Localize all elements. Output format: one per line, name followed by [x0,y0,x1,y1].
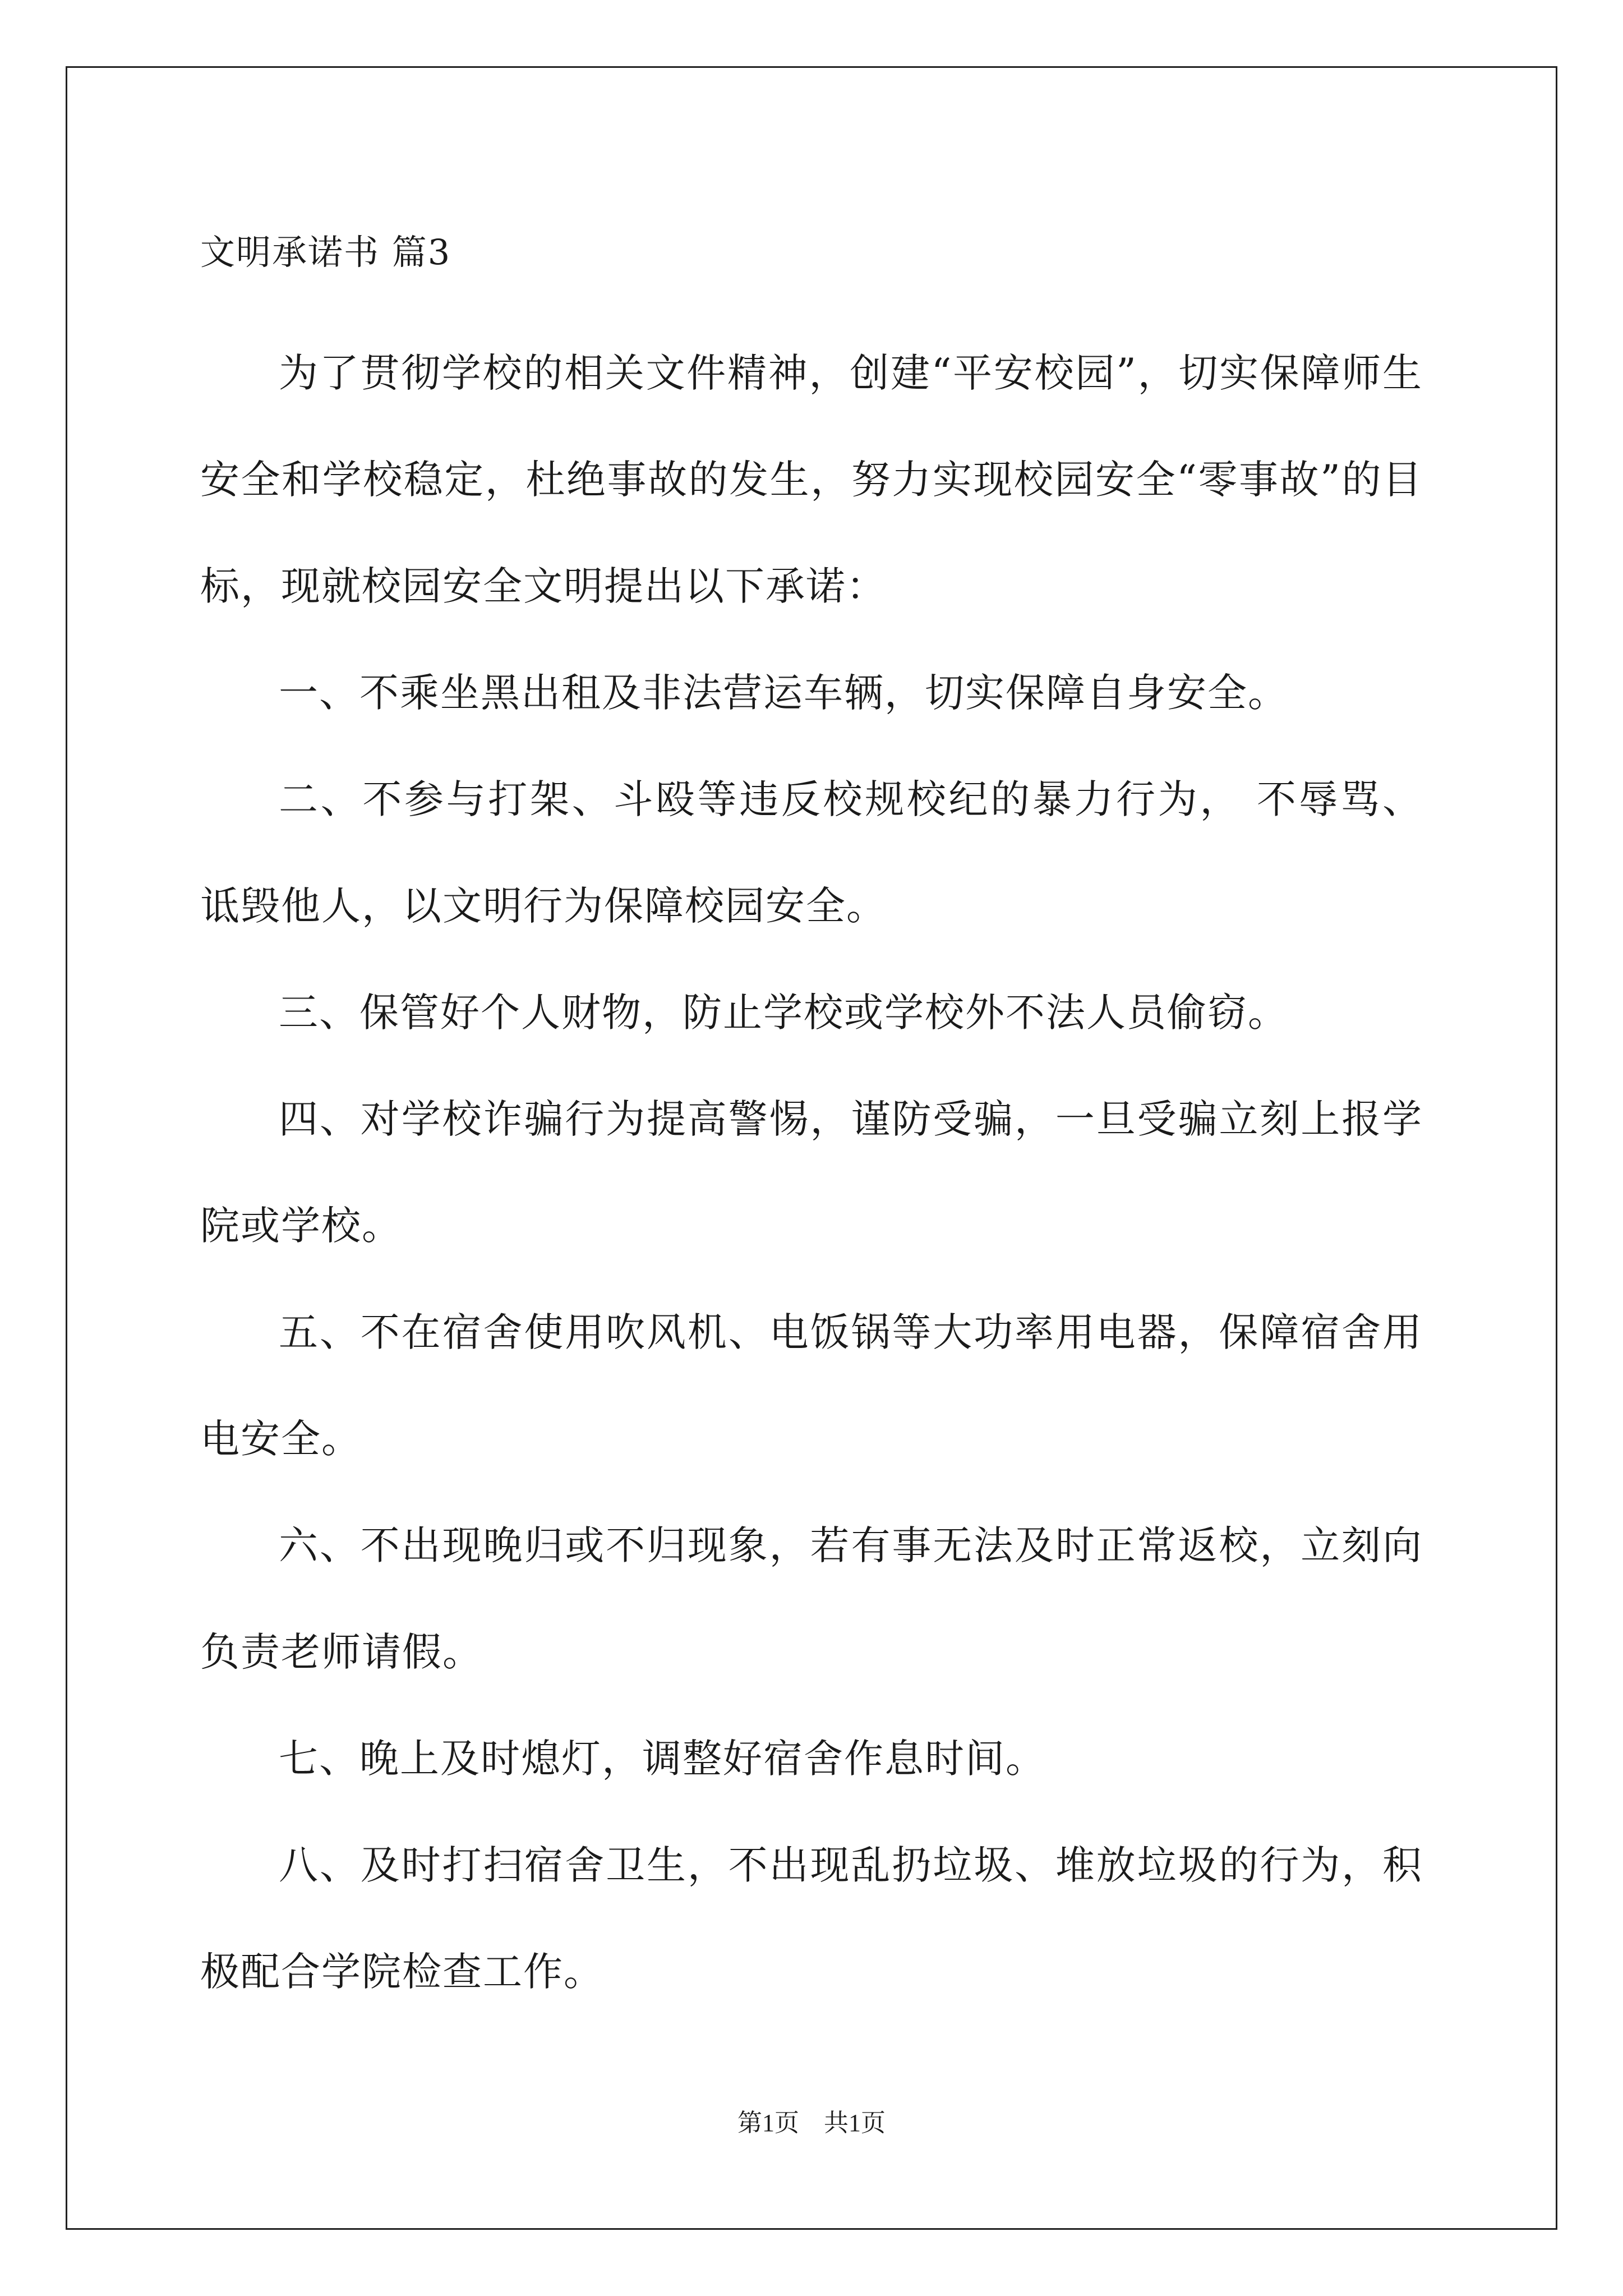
paragraph-item-3: 三、保管好个人财物，防止学校或学校外不法人员偷窃。 [279,990,1288,1036]
paragraph-item-5: 五、不在宿舍使用吹风机、电饭锅等大功率用电器，保障宿舍用电安全。 [200,1309,1423,1462]
document-body [200,213,1423,2025]
paragraph-item-7: 七、晚上及时熄灯，调整好宿舍作息时间。 [279,1736,1046,1782]
paragraph-item-4: 四、对学校诈骗行为提高警惕，谨防受骗，一旦受骗立刻上报学院或学校。 [200,1096,1423,1249]
paragraph-item-6: 六、不出现晚归或不归现象，若有事无法及时正常返校，立刻向负责老师请假。 [200,1522,1423,1675]
paragraph-item-8: 八、及时打扫宿舍卫生，不出现乱扔垃圾、堆放垃圾的行为，积极配合学院检查工作。 [200,1842,1423,1995]
paragraph-item-1: 一、不乘坐黑出租及非法营运车辆，切实保障自身安全。 [279,670,1288,716]
page-footer: 第1页 共1页 [737,2109,886,2137]
document-title: 文明承诺书 篇3 [200,232,451,273]
paragraph-item-2: 二、不参与打架、斗殴等违反校规校纪的暴力行为， 不辱骂、诋毁他人，以文明行为保障校园安全。 [200,776,1423,929]
paragraph-intro: 为了贯彻学校的相关文件精神，创建“平安校园”，切实保障师生安全和学校稳定，杜绝事故的发生，努力实现校园安全“零事故”的目标，现就校园安全文明提出以下承诺： [200,350,1423,609]
